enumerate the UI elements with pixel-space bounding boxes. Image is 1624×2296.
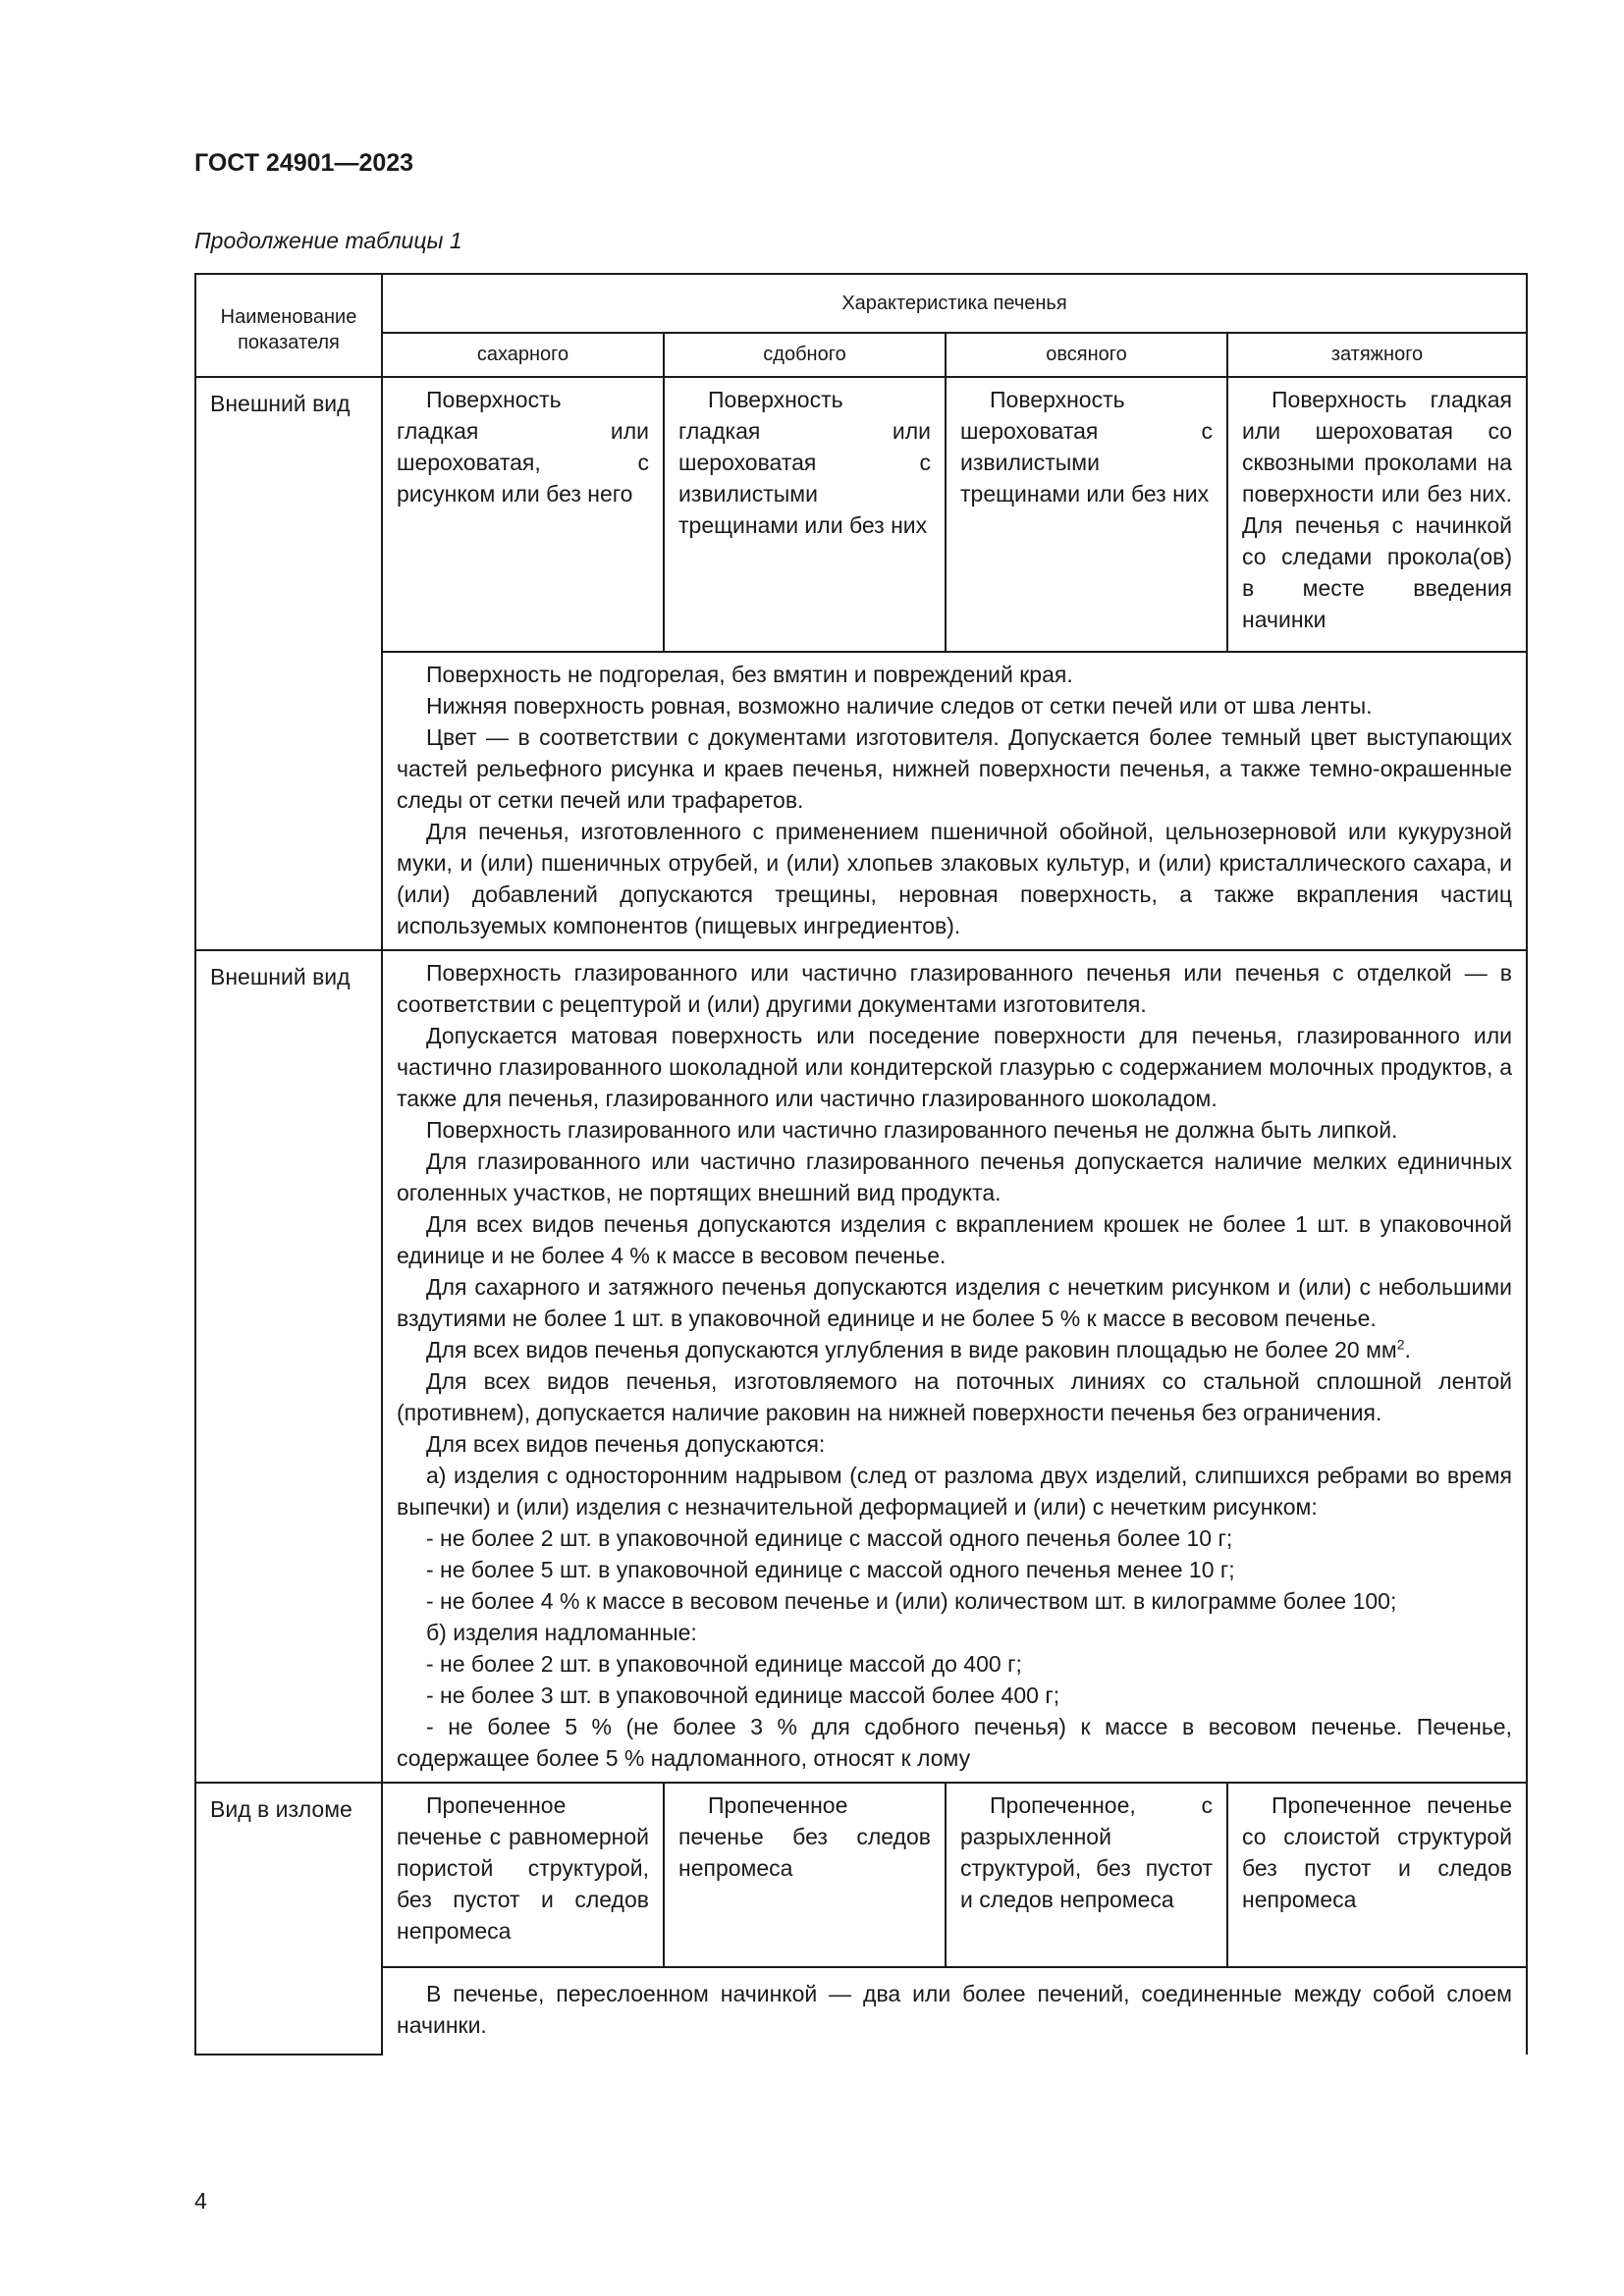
specification-table: [194, 273, 1528, 2056]
subheader-rich: сдобного: [664, 333, 946, 377]
cell-sugar-fracture: Пропеченное печенье с равномерной пористой структурой, без пустот и следов непромеса: [382, 1783, 664, 1967]
appearance-common-text: Поверхность не подгорелая, без вмятин и повреждений края. Нижняя поверхность ровная, возможно наличие следов от сетки печей или от шва ленты. Цвет — в соответствии с документами изготовителя. Допускается более темный цвет выступающих частей рельефного рисунка и краев печенья, нижней поверхности печенья, а также темно-окрашенные следы от сетки печей или трафаретов. Для печенья, изготовленного с применением пшеничной обойной, цельнозерновой или кукурузной муки, и (или) пшеничных отрубей, и (или) хлопьев злаковых культур, и (или) кристаллического сахара, и (или) добавлений допускаются трещины, неровная поверхность, а также вкрапления частиц используемых компонентов (пищевых ингредиентов).: [382, 652, 1527, 950]
cell-oat-appearance: Поверхность шероховатая с извилистыми трещинами или без них: [946, 377, 1227, 652]
row-name-appearance-glazed: Внешний вид: [195, 950, 382, 1783]
row-name-fracture: Вид в изломе: [195, 1783, 382, 2055]
page-number: 4: [194, 2188, 207, 2214]
cell-sugar-appearance: Поверхность гладкая или шероховатая, с рисунком или без него: [382, 377, 664, 652]
cell-rich-appearance: Поверхность гладкая или шероховатая с извилистыми трещинами или без них: [664, 377, 946, 652]
table-row: [195, 1967, 1527, 2055]
fracture-common-text: В печенье, переслоенном начинкой — два или более печений, соединенные между собой слоем начинки.: [382, 1967, 1527, 2055]
cell-cracker-appearance: Поверхность гладкая или шероховатая со сквозными проколами на поверхности или без них. Для печенья с начинкой со следами прокола(ов) в месте введения начинки: [1227, 377, 1527, 652]
table-row: [195, 377, 1527, 652]
column-header-characteristics: Характеристика печенья: [382, 274, 1527, 333]
subheader-sugar: сахарного: [382, 333, 664, 377]
table-row: [195, 652, 1527, 950]
cell-oat-fracture: Пропеченное, с разрыхленной структурой, без пустот и следов непромеса: [946, 1783, 1227, 1967]
document-code: ГОСТ 24901—2023: [194, 149, 414, 177]
cell-cracker-fracture: Пропеченное печенье со слоистой структурой без пустот и следов непромеса: [1227, 1783, 1527, 1967]
column-header-indicator: Наименование показателя: [195, 274, 382, 377]
table-caption: Продолжение таблицы 1: [194, 228, 462, 253]
row-name-appearance: Внешний вид: [195, 377, 382, 950]
subheader-cracker: затяжного: [1227, 333, 1527, 377]
shells-area-paragraph: Для всех видов печенья допускаются углубления в виде раковин площадью не более 20 $мм^2$.: [426, 1336, 1411, 1362]
table-row: [195, 1783, 1527, 1967]
table-subheader-row: [195, 333, 1527, 377]
cell-rich-fracture: Пропеченное печенье без следов непромеса: [664, 1783, 946, 1967]
glazed-appearance-text: Поверхность глазированного или частично глазированного печенья или печенья с отделкой — в соответствии с рецептурой и (или) другими документами изготовителя. Допускается матовая поверхность или поседение поверхности для печенья, глазированного или частично глазированного шоколадной или кондитерской глазурью с содержанием молочных продуктов, а также для печенья, глазированного или частично глазированного шоколадом. Поверхность глазированного или частично глазированного печенья не должна быть липкой. Для глазированного или частично глазированного печенья допускается наличие мелких единичных оголенных участков, не портящих внешний вид продукта. Для всех видов печенья допускаются изделия с вкраплением крошек не более 1 шт. в упаковочной единице и не более 4 % к массе в весовом печенье. Для сахарного и затяжного печенья допускаются изделия с нечетким рисунком и (или) с небольшими вздутиями не более 1 шт. в упаковочной единице и не более 5 % к массе в весовом печенье. Для всех видов печенья допускаются углубления в виде раковин площадью не более 20 $мм^2$. Для всех видов печенья, изготовляемого на поточных линиях со стальной сплошной лентой (противнем), допускается наличие раковин на нижней поверхности печенья без ограничения. Для всех видов печенья допускаются: а) изделия с односторонним надрывом (след от разлома двух изделий, слипшихся ребрами во время выпечки) и (или) изделия с незначительной деформацией и (или) с нечетким рисунком: - не более 2 шт. в упаковочной единице с массой одного печенья более 10 г; - не более 5 шт. в упаковочной единице с массой одного печенья менее 10 г; - не более 4 % к массе в весовом печенье и (или) количеством шт. в килограмме более 100; б) изделия надломанные: - не более 2 шт. в упаковочной единице массой до 400 г; - не более 3 шт. в упаковочной единице массой более 400 г; - не более 5 % (не более 3 % для сдобного печенья) к массе в весовом печенье. Печенье, содержащее более 5 % надломанного, относят к лому: [382, 950, 1527, 1783]
table-header-row: [195, 274, 1527, 333]
table-row: [195, 950, 1527, 1783]
subheader-oat: овсяного: [946, 333, 1227, 377]
